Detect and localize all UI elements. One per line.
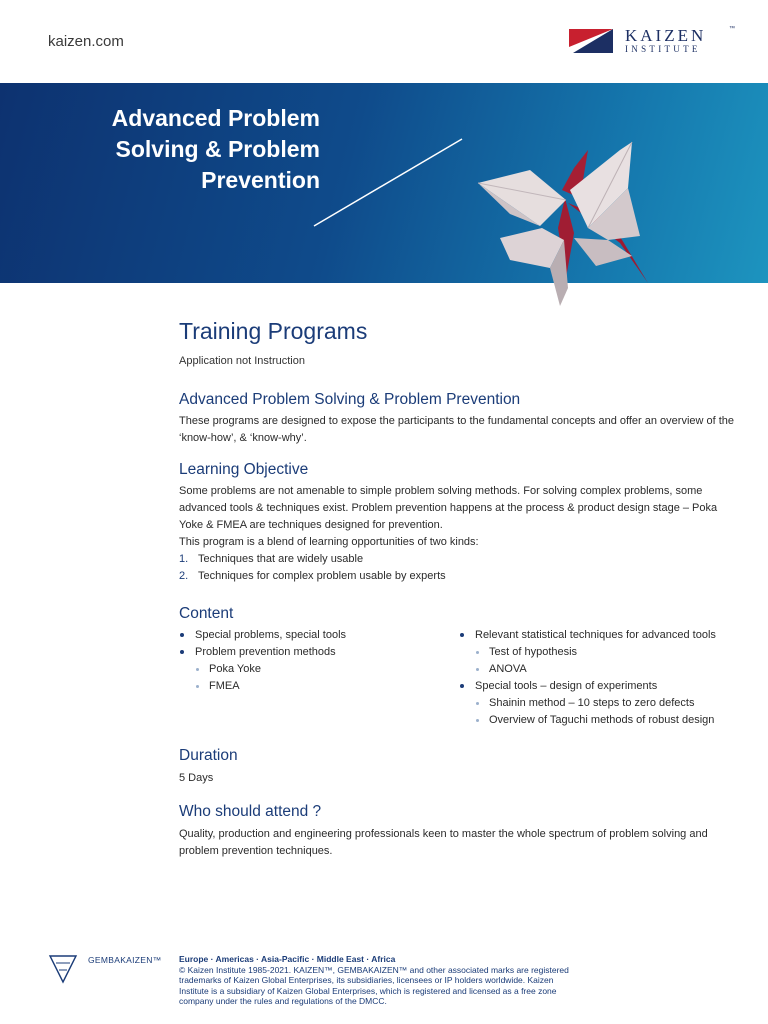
duration-text: 5 Days bbox=[179, 772, 214, 784]
audience-text: Quality, production and engineering professionals keen to master the whole spectrum of problem solving and problem prevention techniques. bbox=[179, 828, 708, 857]
sub-bullet-item: ANOVA bbox=[459, 661, 739, 678]
list-number: 1. bbox=[179, 553, 189, 565]
footer-regions: Europe · Americas · Asia-Pacific · Middle East · Africa bbox=[179, 954, 396, 964]
objective-intro: This program is a blend of learning opportunities of two kinds: bbox=[179, 536, 479, 548]
logo-trademark: ™ bbox=[729, 26, 735, 32]
bullet-item: Special problems, special tools bbox=[179, 627, 459, 644]
list-item-text: Techniques that are widely usable bbox=[198, 553, 364, 565]
section-title: Training Programs bbox=[179, 318, 368, 344]
tagline: Application not Instruction bbox=[179, 355, 305, 367]
content-heading: Content bbox=[179, 605, 234, 622]
list-item-text: Techniques for complex problem usable by experts bbox=[198, 570, 446, 582]
audience-heading: Who should attend ? bbox=[179, 803, 322, 820]
footer-text bbox=[179, 954, 579, 1007]
logo-flag-icon bbox=[569, 29, 613, 53]
list-item bbox=[179, 568, 739, 585]
origami-butterfly-image bbox=[470, 128, 670, 328]
bullet-item: Relevant statistical techniques for advanced tools bbox=[459, 627, 739, 644]
program-text: These programs are designed to expose the participants to the fundamental concepts and offer an overview of the ‘know-how’, & ‘know-why’. bbox=[179, 415, 735, 444]
logo-sub-text: INSTITUTE bbox=[625, 44, 701, 54]
list-item bbox=[179, 551, 739, 568]
content-right-column bbox=[459, 627, 739, 729]
gembakaizen-triangle-icon bbox=[48, 954, 78, 984]
bullet-item: Special tools – design of experiments bbox=[459, 678, 739, 695]
hero-title-line: Solving & Problem bbox=[115, 136, 320, 162]
logo-brand-text: KAIZEN bbox=[625, 26, 707, 45]
program-heading: Advanced Problem Solving & Problem Prevention bbox=[179, 391, 521, 408]
list-number: 2. bbox=[179, 570, 189, 582]
sub-bullet-item: Overview of Taguchi methods of robust design bbox=[459, 712, 739, 729]
objective-list bbox=[179, 551, 739, 585]
sub-bullet-item: FMEA bbox=[179, 678, 459, 695]
objective-text: Some problems are not amenable to simple problem solving methods. For solving complex problems, some advanced tools & techniques exist. Problem prevention happens at the process & product design stage – Poka Yoke & FMEA are techniques designed for prevention. bbox=[179, 485, 718, 531]
sub-bullet-item: Test of hypothesis bbox=[459, 644, 739, 661]
hero-title-line: Prevention bbox=[201, 167, 320, 193]
kaizen-institute-logo bbox=[569, 26, 739, 58]
duration-heading: Duration bbox=[179, 747, 238, 764]
bullet-item: Problem prevention methods bbox=[179, 644, 459, 661]
footer-legal: © Kaizen Institute 1985-2021. KAIZEN™, GEMBAKAIZEN™ and other associated marks are registered trademarks of Kaizen Global Enterprises, its subsidiaries, licensees or IP holders worldwide. Kaizen Institute is a subsidiary of Kaizen Global Enterprises, which is registered and licensed as a free zone company under the rules and regulations of the DMCC. bbox=[179, 964, 569, 1006]
content-columns bbox=[179, 627, 739, 729]
sub-bullet-item: Poka Yoke bbox=[179, 661, 459, 678]
hero-title-line: Advanced Problem bbox=[111, 105, 320, 131]
footer-brand: GEMBAKAIZEN™ bbox=[88, 955, 162, 965]
content-left-column bbox=[179, 627, 459, 729]
main-content bbox=[179, 318, 739, 860]
site-url-link[interactable]: kaizen.com bbox=[48, 33, 124, 50]
sub-bullet-item: Shainin method – 10 steps to zero defects bbox=[459, 695, 739, 712]
objective-heading: Learning Objective bbox=[179, 461, 309, 478]
